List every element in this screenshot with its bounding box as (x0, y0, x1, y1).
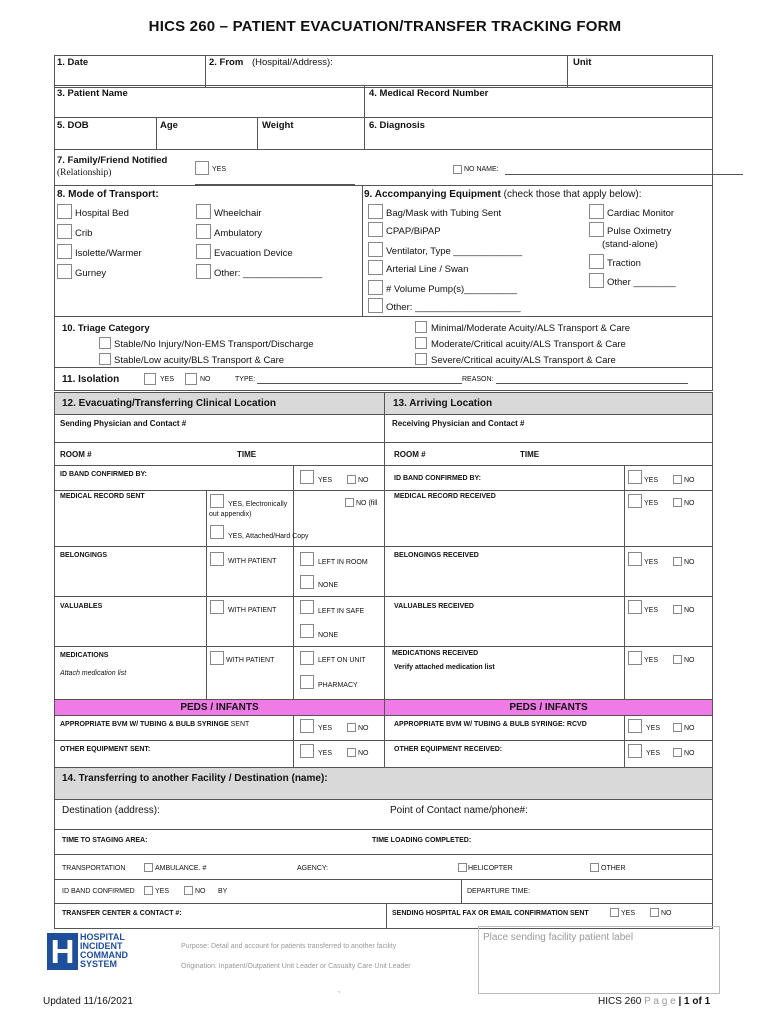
no-label: NO (358, 750, 369, 757)
form-title: HICS 260 – PATIENT EVACUATION/TRANSFER TRACKING FORM (148, 18, 622, 35)
isolation-heading: 11. Isolation (62, 374, 120, 385)
no-label: NO (684, 725, 695, 732)
ambulance-label: AMBULANCE. # (155, 865, 207, 872)
other-transport-label: OTHER (601, 865, 626, 872)
triage-heading: 10. Triage Category (62, 323, 150, 334)
valuables-with-patient-checkbox[interactable] (210, 600, 224, 614)
yes-label: YES (646, 750, 661, 757)
no-label: NO (684, 500, 695, 507)
equipment-option: Arterial Line / Swan (386, 264, 469, 275)
no-label: NO (684, 607, 695, 614)
isolation-yes-checkbox[interactable] (144, 373, 156, 385)
other-eq-no-checkbox[interactable] (347, 748, 356, 757)
agency-label: AGENCY: (297, 865, 329, 872)
equip-cpap-checkbox[interactable] (368, 222, 383, 237)
arrival-id-yes-checkbox[interactable] (628, 470, 642, 484)
id-band-confirmed-label: ID BAND CONFIRMED (62, 888, 135, 895)
no-label: NO (684, 750, 695, 757)
with-patient-label: WITH PATIENT (228, 558, 277, 565)
relationship-label: (Relationship) (57, 168, 112, 178)
mr-yes-hard-checkbox[interactable] (210, 525, 224, 539)
hics-logo-icon: H (47, 933, 78, 970)
family-yes-label: YES (212, 166, 227, 173)
equipment-heading: 9. Accompanying Equipment (364, 189, 501, 200)
transport-isolette-checkbox[interactable] (57, 244, 72, 259)
age-label: Age (160, 120, 178, 131)
fax-confirmation-label: SENDING HOSPITAL FAX OR EMAIL CONFIRMATION SENT (392, 910, 589, 917)
origination-text: Origination: Inpatient/Outpatient Unit Leader or Casualty Care Unit Leader (181, 963, 411, 970)
unit-label: Unit (573, 57, 592, 68)
yes-label: YES (644, 607, 659, 614)
mr-recv-no-checkbox[interactable] (673, 498, 682, 507)
other-eq-yes-checkbox[interactable] (300, 744, 314, 758)
patient-name-label: 3. Patient Name (57, 88, 128, 99)
isolation-no-checkbox[interactable] (185, 373, 197, 385)
yes-label: YES (621, 910, 636, 917)
belongings-recv-label: BELONGINGS RECEIVED (394, 552, 479, 559)
meds-left-unit-checkbox[interactable] (300, 651, 314, 665)
with-patient-label: WITH PATIENT (226, 657, 275, 664)
receiving-physician-label: Receiving Physician and Contact # (392, 419, 525, 428)
bvm-no-checkbox[interactable] (347, 723, 356, 732)
sec13-heading: 13. Arriving Location (393, 398, 493, 409)
bvm-rcvd-no-checkbox[interactable] (673, 723, 682, 732)
meds-recv-yes-checkbox[interactable] (628, 651, 642, 665)
bvm-rcvd-label: APPROPRIATE BVM W/ TUBING & BULB SYRINGE: RCVD (394, 721, 587, 728)
equip-volume-pump-checkbox[interactable] (368, 280, 383, 295)
helicopter-checkbox[interactable] (458, 863, 467, 872)
id-band-yes-checkbox[interactable] (300, 470, 314, 484)
equipment-option: (stand-alone) (602, 239, 658, 250)
row-date-from (54, 55, 713, 88)
yes-label: YES (318, 477, 333, 484)
triage-option: Stable/Low acuity/BLS Transport & Care (114, 355, 285, 366)
helicopter-label: HELICOPTER (468, 865, 513, 872)
transport-option: Evacuation Device (214, 248, 293, 259)
from-hint: (Hospital/Address): (252, 57, 333, 68)
belongings-left-room-checkbox[interactable] (300, 552, 314, 566)
transport-option: Crib (75, 228, 93, 239)
peds-header-sending: PEDS / INFANTS (180, 702, 259, 713)
triage-stable-low-checkbox[interactable] (99, 353, 111, 365)
no-label: NO (661, 910, 672, 917)
transport-wheelchair-checkbox[interactable] (196, 204, 211, 219)
equipment-option: Traction (607, 258, 641, 269)
equip-arterial-checkbox[interactable] (368, 260, 383, 275)
no-label: NO (358, 477, 369, 484)
belongings-label: BELONGINGS (60, 552, 108, 559)
meds-pharmacy-checkbox[interactable] (300, 675, 314, 689)
from-label: 2. From (209, 57, 244, 68)
bvm-rcvd-yes-checkbox[interactable] (628, 719, 642, 733)
family-no-name-label: NO NAME: (464, 166, 499, 173)
mr-no-fill-label: NO (fill (356, 500, 378, 507)
footer-tick: ` (338, 992, 341, 999)
family-yes-checkbox[interactable] (195, 161, 209, 175)
mr-recv-label: MEDICAL RECORD RECEIVED (394, 493, 496, 500)
mrn-label: 4. Medical Record Number (369, 88, 489, 99)
equipment-option: Other ________ (607, 277, 676, 288)
mr-no-checkbox[interactable] (345, 498, 354, 507)
left-safe-label: LEFT IN SAFE (318, 608, 365, 615)
peds-header-receiving: PEDS / INFANTS (509, 702, 588, 713)
valuables-none-checkbox[interactable] (300, 624, 314, 638)
transport-option: Hospital Bed (75, 208, 129, 219)
purpose-text: Purpose: Detail and account for patients transferred to another facility (181, 943, 397, 950)
mr-yes-electronic-label: YES, Electronically (228, 501, 288, 508)
no-label: NO (195, 888, 206, 895)
equip-pulse-ox-checkbox[interactable] (589, 222, 604, 237)
equipment-option: Cardiac Monitor (607, 208, 675, 219)
attach-med-label: Attach medication list (60, 670, 127, 677)
triage-option: Stable/No Injury/Non-EMS Transport/Discharge (114, 339, 314, 350)
date-label: 1. Date (57, 57, 89, 68)
equip-bag-mask-checkbox[interactable] (368, 204, 383, 219)
no-label: NO (684, 477, 695, 484)
valuables-label: VALUABLES (60, 603, 103, 610)
equipment-option: Bag/Mask with Tubing Sent (386, 208, 502, 219)
transport-other-checkbox[interactable] (196, 264, 211, 279)
equipment-option: Pulse Oximetry (607, 226, 672, 237)
none-label: NONE (318, 582, 339, 589)
id-band-label: ID BAND CONFIRMED BY: (60, 471, 147, 478)
by-label: BY (218, 888, 228, 895)
transport-option: Wheelchair (214, 208, 262, 219)
family-label: 7. Family/Friend Notified (57, 155, 168, 166)
with-patient-label: WITH PATIENT (228, 607, 277, 614)
belongings-recv-yes-checkbox[interactable] (628, 552, 642, 566)
transportation-label: TRANSPORTATION (62, 865, 126, 872)
transport-hospital-bed-checkbox[interactable] (57, 204, 72, 219)
transfer-center-label: TRANSFER CENTER & CONTACT #: (62, 910, 182, 917)
belongings-none-checkbox[interactable] (300, 575, 314, 589)
mr-sent-label: MEDICAL RECORD SENT (60, 493, 145, 500)
transport-ambulatory-checkbox[interactable] (196, 224, 211, 239)
left-room-label: LEFT IN ROOM (318, 559, 368, 566)
diagnosis-label: 6. Diagnosis (369, 120, 425, 131)
id-band-no-checkbox[interactable] (347, 475, 356, 484)
triage-stable-none-checkbox[interactable] (99, 337, 111, 349)
yes-label: YES (646, 725, 661, 732)
isolation-yes-label: YES (160, 376, 175, 383)
hics-logo-text: HOSPITAL INCIDENT COMMAND SYSTEM (80, 932, 128, 969)
belongings-recv-no-checkbox[interactable] (673, 557, 682, 566)
family-no-checkbox[interactable] (453, 165, 462, 174)
verify-med-label: Verify attached medication list (394, 664, 495, 671)
meds-recv-no-checkbox[interactable] (673, 655, 682, 664)
fax-yes-checkbox[interactable] (610, 908, 619, 917)
sec12-heading: 12. Evacuating/Transferring Clinical Location (62, 398, 276, 409)
yes-label: YES (318, 725, 333, 732)
yes-label: YES (155, 888, 170, 895)
transport-evac-device-checkbox[interactable] (196, 244, 211, 259)
belongings-with-patient-checkbox[interactable] (210, 552, 224, 566)
mr-out-appendix-label: out appendix) (209, 511, 252, 518)
footer-page-number: | 1 of 1 (678, 996, 711, 1007)
transport-option: Gurney (75, 268, 107, 279)
medications-label: MEDICATIONS (60, 652, 109, 659)
id-confirm-yes-checkbox[interactable] (144, 886, 153, 895)
equipment-option: # Volume Pump(s)__________ (386, 284, 517, 295)
meds-with-patient-checkbox[interactable] (210, 651, 224, 665)
triage-severe-checkbox[interactable] (415, 353, 427, 365)
bvm-yes-checkbox[interactable] (300, 719, 314, 733)
mr-yes-electronic-checkbox[interactable] (210, 494, 224, 508)
isolation-no-label: NO (200, 376, 211, 383)
yes-label: YES (644, 559, 659, 566)
fax-no-checkbox[interactable] (650, 908, 659, 917)
footer-page-word: P a g e (644, 996, 676, 1007)
transport-heading: 8. Mode of Transport: (57, 189, 159, 200)
bvm-label: APPROPRIATE BVM W/ TUBING & BULB SYRINGE (60, 721, 229, 728)
other-eq-recv-yes-checkbox[interactable] (628, 744, 642, 758)
updated-date: Updated 11/16/2021 (43, 996, 133, 1007)
no-label: NO (358, 725, 369, 732)
none-label: NONE (318, 632, 339, 639)
sending-physician-label: Sending Physician and Contact # (60, 419, 187, 428)
departure-label: DEPARTURE TIME: (467, 888, 531, 895)
transport-gurney-checkbox[interactable] (57, 264, 72, 279)
triage-moderate-checkbox[interactable] (415, 337, 427, 349)
arrival-room-label: ROOM # (394, 450, 426, 459)
mr-yes-hard-label: YES, Attached/Hard Copy (228, 533, 309, 540)
loading-label: TIME LOADING COMPLETED: (372, 837, 472, 844)
no-label: NO (684, 559, 695, 566)
isolation-reason-label: REASON: (462, 376, 494, 383)
transport-equipment-box (54, 185, 713, 317)
poc-label: Point of Contact name/phone#: (390, 805, 528, 816)
equipment-hint: (check those that apply below): (503, 189, 642, 200)
transport-option: Ambulatory (214, 228, 263, 239)
valuables-left-safe-checkbox[interactable] (300, 600, 314, 614)
ambulance-checkbox[interactable] (144, 863, 153, 872)
bvm-sent-label: SENT (230, 721, 250, 728)
isolation-type-label: TYPE: (235, 376, 256, 383)
label-box-text: Place sending facility patient label (483, 932, 634, 943)
room-label: ROOM # (60, 450, 92, 459)
no-label: NO (684, 657, 695, 664)
arrival-id-no-checkbox[interactable] (673, 475, 682, 484)
other-eq-sent-label: OTHER EQUIPMENT SENT: (60, 746, 151, 753)
yes-label: YES (644, 500, 659, 507)
arrival-id-band-label: ID BAND CONFIRMED BY: (394, 475, 481, 482)
left-unit-label: LEFT ON UNIT (318, 657, 366, 664)
transport-option: Isolette/Warmer (75, 248, 142, 259)
pharmacy-label: PHARMACY (318, 682, 358, 689)
transport-crib-checkbox[interactable] (57, 224, 72, 239)
equipment-option: CPAP/BiPAP (386, 226, 441, 237)
other-eq-recv-label: OTHER EQUIPMENT RECEIVED: (394, 746, 503, 753)
triage-option: Minimal/Moderate Acuity/ALS Transport & Care (431, 323, 631, 334)
arrival-time-label: TIME (520, 450, 540, 459)
dob-label: 5. DOB (57, 120, 89, 131)
meds-recv-label: MEDICATIONS RECEIVED (392, 650, 479, 657)
yes-label: YES (644, 657, 659, 664)
footer-form: HICS 260 (598, 996, 642, 1007)
triage-minimal-checkbox[interactable] (415, 321, 427, 333)
yes-label: YES (318, 750, 333, 757)
time-label: TIME (237, 450, 257, 459)
valuables-recv-yes-checkbox[interactable] (628, 600, 642, 614)
equip-traction-checkbox[interactable] (589, 254, 604, 269)
equipment-option: Ventilator, Type _____________ (386, 246, 523, 257)
valuables-recv-no-checkbox[interactable] (673, 605, 682, 614)
valuables-recv-label: VALUABLES RECEIVED (394, 603, 474, 610)
yes-label: YES (644, 477, 659, 484)
transport-option: Other: _______________ (214, 268, 323, 279)
destination-label: Destination (address): (62, 805, 160, 816)
equip-other2-checkbox[interactable] (589, 273, 604, 288)
weight-label: Weight (262, 120, 294, 131)
triage-option: Moderate/Critical acuity/ALS Transport & Care (431, 339, 626, 350)
staging-label: TIME TO STAGING AREA: (62, 837, 148, 844)
other-transport-checkbox[interactable] (590, 863, 599, 872)
equip-other-checkbox[interactable] (368, 298, 383, 313)
id-confirm-no-checkbox[interactable] (184, 886, 193, 895)
sec14-heading: 14. Transferring to another Facility / Destination (name): (62, 773, 328, 784)
equipment-option: Other: ____________________ (386, 302, 521, 313)
equip-ventilator-checkbox[interactable] (368, 242, 383, 257)
mr-recv-yes-checkbox[interactable] (628, 494, 642, 508)
equip-cardiac-monitor-checkbox[interactable] (589, 204, 604, 219)
other-eq-recv-no-checkbox[interactable] (673, 748, 682, 757)
triage-option: Severe/Critical acuity/ALS Transport & Care (431, 355, 616, 366)
